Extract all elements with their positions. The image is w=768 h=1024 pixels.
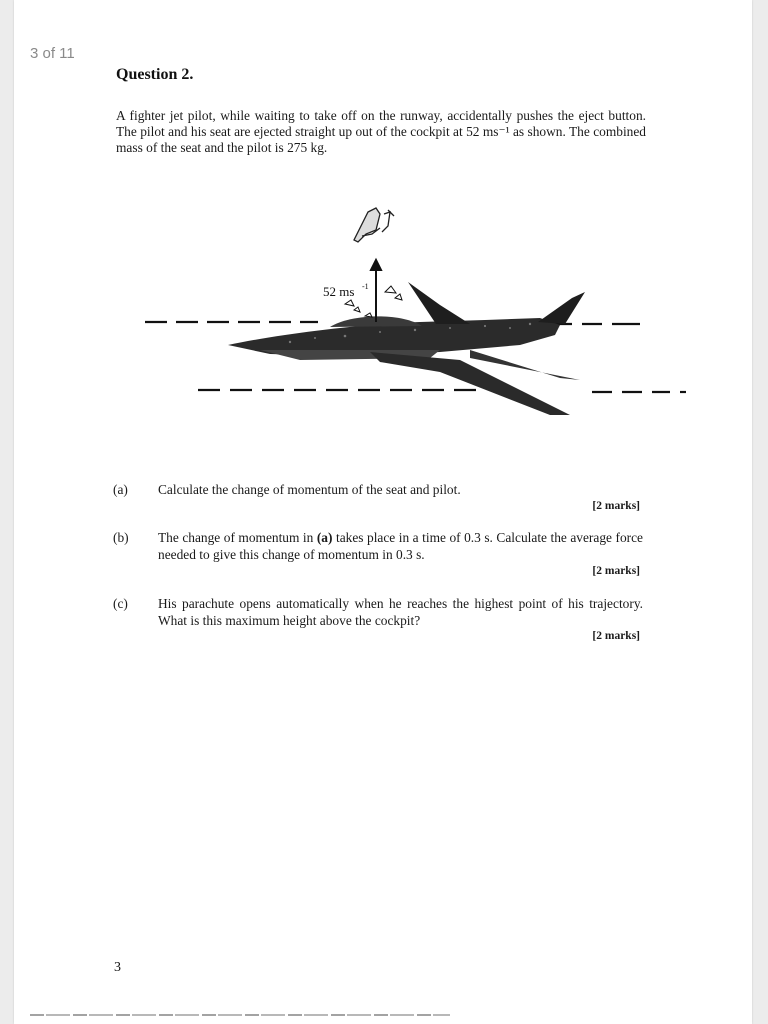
part-a-marks: [2 marks] (592, 500, 640, 512)
part-c-text: His parachute opens automatically when he reaches the highest point of his trajectory. What is this maximum height above the cockpit? (158, 596, 643, 628)
part-c-label: (c) (113, 596, 128, 611)
lower-dashed-line (198, 390, 686, 392)
part-c-marks: [2 marks] (592, 630, 640, 642)
part-reference: (a) (316, 530, 333, 545)
page-indicator: 3 of 11 (30, 45, 75, 62)
part-b-marks: [2 marks] (592, 565, 640, 577)
part-a-text: Calculate the change of momentum of the seat and pilot. (158, 482, 461, 497)
footer-scan-line (30, 1014, 450, 1016)
part-b-text: The change of momentum in (a) takes place in a time of 0.3 s. Calculate the average force needed to give this change of momentum in 0.3 s. (158, 530, 643, 562)
jet-body (228, 282, 585, 415)
ejected-seat-pilot (354, 208, 394, 242)
fighter-jet-illustration (140, 200, 690, 430)
page-number: 3 (114, 960, 121, 975)
velocity-label: 52 ms (323, 284, 355, 299)
part-b-label: (b) (113, 530, 129, 545)
velocity-arrow (371, 260, 381, 322)
question-intro: A fighter jet pilot, while waiting to take off on the runway, accidentally pushes the eject button. The pilot and his seat are ejected straight up out of the cockpit at 52 ms⁻¹ as shown. The combined mass of the seat and the pilot is 275 kg. (116, 108, 646, 155)
ejection-figure (140, 200, 690, 430)
question-title: Question 2. (116, 66, 194, 83)
part-a-label: (a) (113, 482, 128, 497)
velocity-label-exponent: -1 (362, 282, 369, 291)
